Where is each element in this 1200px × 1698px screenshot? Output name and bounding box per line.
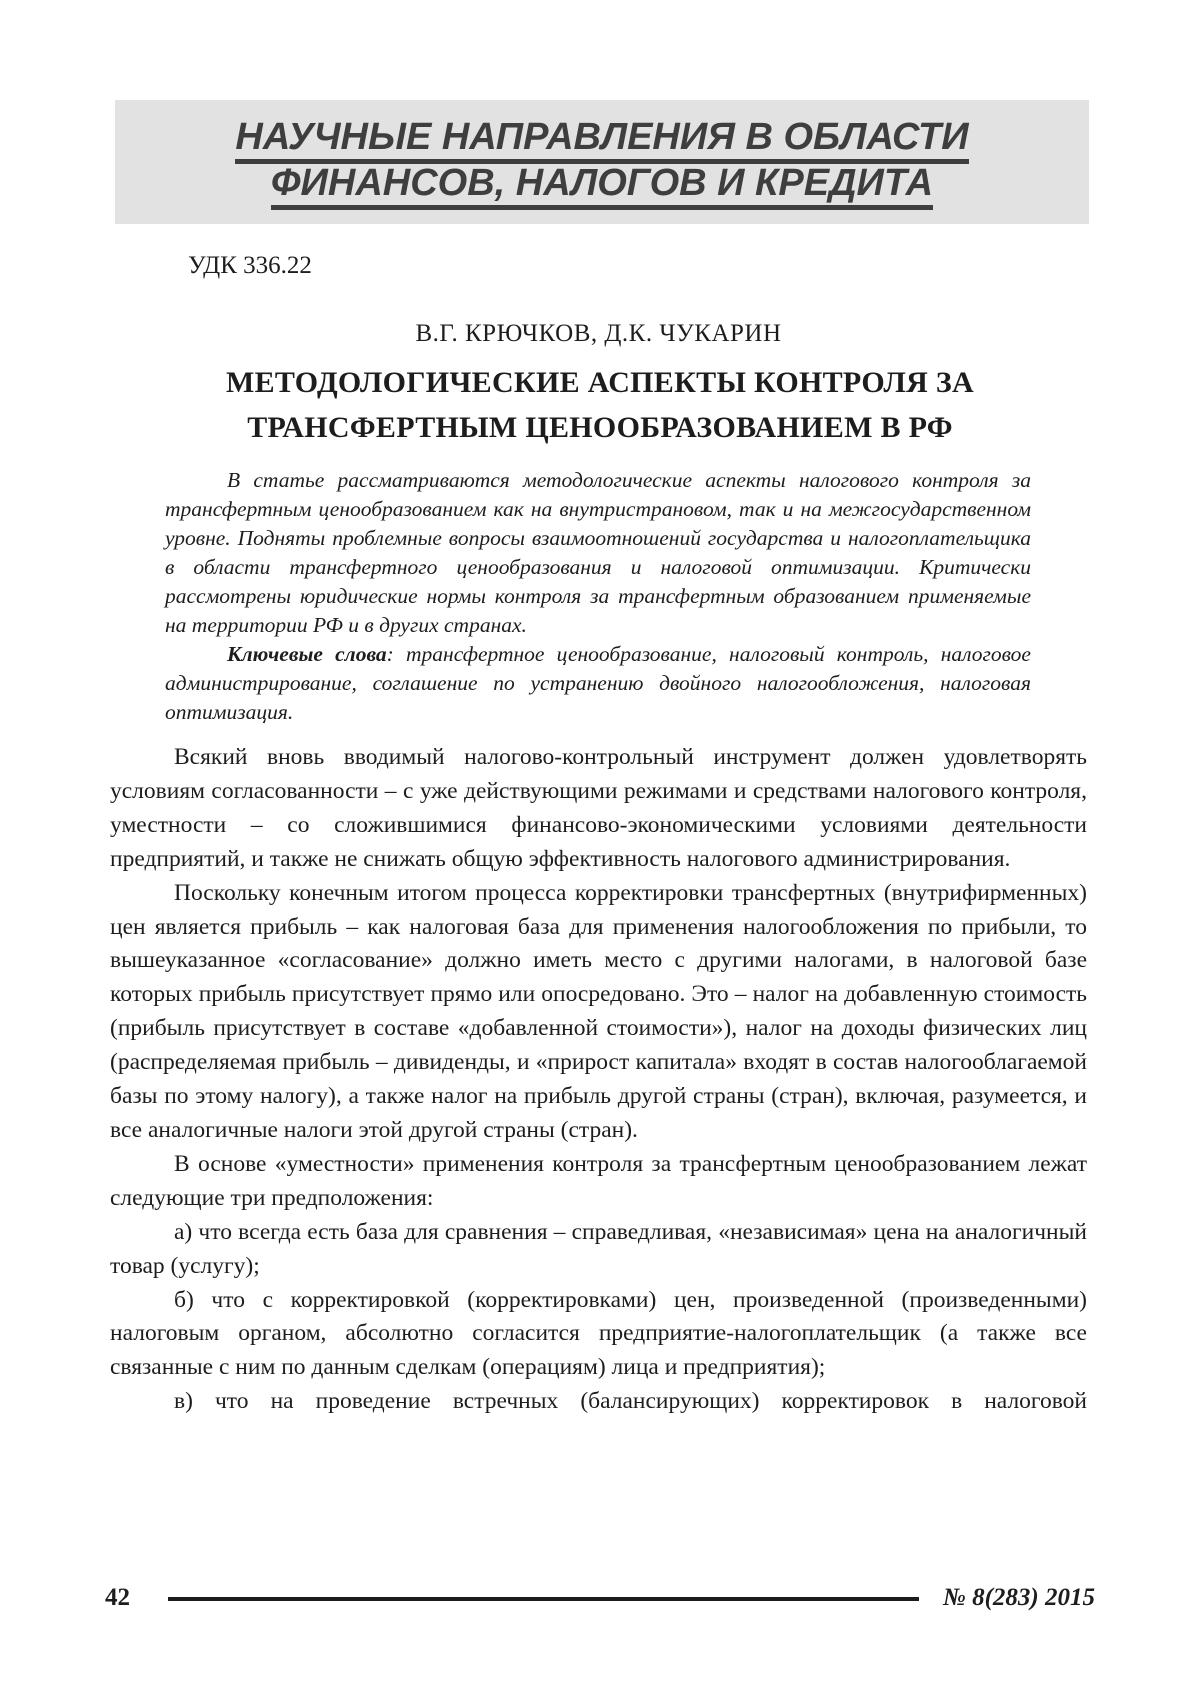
footer-rule: [168, 1597, 919, 1601]
banner-line-2-text: ФИНАНСОВ, НАЛОГОВ И КРЕДИТА: [271, 162, 933, 210]
abstract-text: В статье рассматриваются методологические аспекты налогового контроля за трансфертным ценообразованием как на внутристрановом, так и на межгосударственном уровне. Подняты проблемные вопросы взаимоотношений государства и налогоплательщика в области трансфертного ценообразования и налоговой оптимизации. Критически рассмотрены юридические нормы контроля за трансфертным образованием применяемые на территории РФ и в других странах.: [165, 468, 1031, 637]
body-paragraph-5: б) что с корректировкой (корректировками) цен, произведенной (произведенными) налоговым органом, абсолютно согласится предприятие-налогоплательщик (а также все связанные с ним по данным сделкам (операциям) лица и предприятия);: [110, 1286, 1087, 1381]
article-title: МЕТОДОЛОГИЧЕСКИЕ АСПЕКТЫ КОНТРОЛЯ ЗА ТРАНСФЕРТНЫМ ЦЕНООБРАЗОВАНИЕМ В РФ: [225, 366, 975, 444]
page-number: 42: [105, 1584, 130, 1611]
keywords-text: : трансфертное ценообразование, налоговый контроль, налоговое администрирование, соглашение по устранению двойного налогообложения, налоговая оптимизация.: [165, 642, 1031, 724]
keywords-label: Ключевые слова: [227, 642, 387, 666]
body-paragraph-4: а) что всегда есть база для сравнения – справедливая, «независимая» цена на аналогичный товар (услугу);: [110, 1218, 1087, 1279]
udc-code: УДК 336.22: [188, 252, 312, 279]
banner-line-1: [115, 114, 1089, 160]
authors: В.Г. КРЮЧКОВ, Д.К. ЧУКАРИН: [415, 320, 782, 347]
article-body: [110, 741, 1087, 1419]
body-paragraph-6: в) что на проведение встречных (балансирующих) корректировок в налоговой: [174, 1388, 1087, 1415]
issue-label: № 8(283) 2015: [942, 1584, 1095, 1611]
page-footer: [105, 1584, 1095, 1612]
abstract-section: [165, 466, 1031, 727]
keywords-paragraph: [165, 640, 1031, 727]
section-banner: [115, 100, 1089, 224]
body-paragraph-3: В основе «уместности» применения контроля за трансфертным ценообразованием лежат следующие три предположения:: [110, 1150, 1087, 1211]
banner-line-2: [115, 160, 1089, 206]
body-paragraph-2: Поскольку конечным итогом процесса корректировки трансфертных (внутрифирменных) цен является прибыль – как налоговая база для применения налогообложения по прибыли, то вышеуказанное «согласование» должно иметь место с другими налогами, в налоговой базе которых прибыль присутствует прямо или опосредовано. Это – налог на добавленную стоимость (прибыль присутствует в составе «добавленной стоимости»), налог на доходы физических лиц (распределяемая прибыль – дивиденды, и «прирост капитала» входят в состав налогооблагаемой базы по этому налогу), а также налог на прибыль другой страны (стран), включая, разумеется, и все аналогичные налоги этой другой страны (стран).: [110, 879, 1087, 1143]
banner-line-1-text: НАУЧНЫЕ НАПРАВЛЕНИЯ В ОБЛАСТИ: [235, 116, 968, 164]
body-paragraph-1: Всякий вновь вводимый налогово-контрольный инструмент должен удовлетворять условиям согласованности – с уже действующими режимами и средствами налогового контроля, уместности – со сложившимися финансово-экономическими условиями деятельности предприятий, и также не снижать общую эффективность налогового администрирования.: [110, 744, 1087, 872]
